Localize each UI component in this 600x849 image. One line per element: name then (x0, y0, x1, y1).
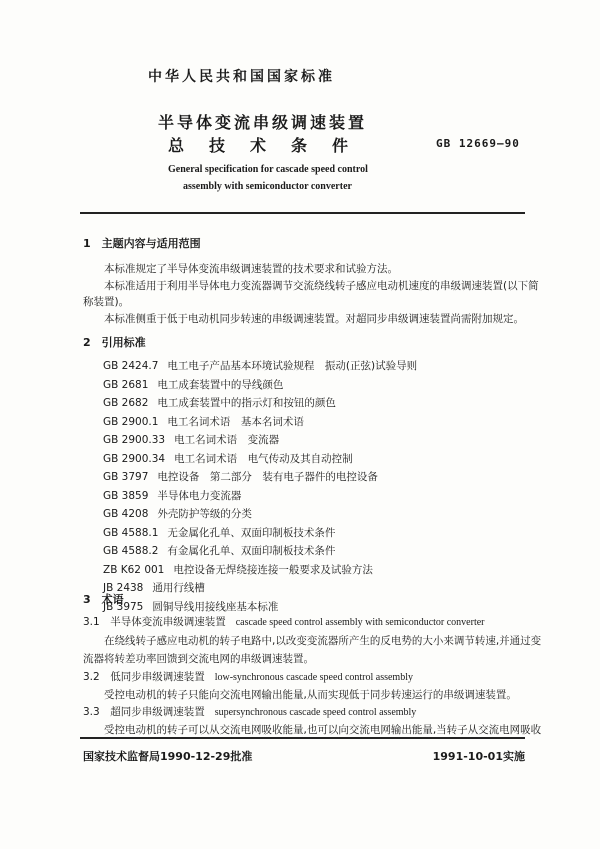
reference-title: 电控设备无焊绕接连接一般要求及试验方法 (173, 563, 373, 576)
effective-date: 1991-10-01实施 (432, 750, 525, 763)
title-char: 件 (332, 136, 349, 155)
term-3-1 (83, 614, 485, 629)
title-line2 (168, 133, 373, 156)
term-zh: 半导体变流串级调速装置 (110, 616, 226, 628)
reference-item (103, 432, 279, 447)
term-zh: 低同步串级调速装置 (110, 671, 205, 683)
bottom-rule (80, 737, 525, 739)
reference-title: 外壳防护等级的分类 (157, 508, 252, 520)
title-char: 术 (250, 136, 267, 155)
term-en: low-synchronous cascade speed control assembly (214, 672, 413, 683)
paragraph: 本标准规定了半导体变流串级调速装置的技术要求和试验方法。 (104, 263, 398, 275)
reference-item (103, 451, 353, 466)
reference-item (103, 488, 241, 503)
term-en: supersynchronous cascade speed control assembly (214, 707, 417, 718)
reference-item (103, 599, 278, 614)
reference-item (103, 525, 335, 540)
term-3-2 (83, 669, 413, 684)
term-number: 3.3 (83, 706, 100, 718)
reference-code: GB 4208 (103, 508, 149, 520)
reference-code: ZB K62 001 (103, 563, 165, 576)
section-heading: 3 术语 (83, 593, 124, 606)
term-definition: 流器将转差功率回馈到交流电网的串级调速装置。 (83, 653, 314, 665)
reference-title: 电工名词术语 基本名词术语 (167, 415, 304, 428)
approval-date: 国家技术监督局1990-12-29批准 (83, 750, 253, 763)
english-title-line2: assembly with semiconductor converter (183, 181, 352, 192)
term-definition: 受控电动机的转子可以从交流电网吸收能量,也可以向交流电网输出能量,当转子从交流电网吸收 (104, 724, 542, 736)
reference-item (103, 377, 283, 392)
reference-title: 电工成套装置中的导线颜色 (157, 378, 284, 391)
term-definition: 受控电动机的转子只能向交流电网输出能量,从而实现低于同步转速运行的串级调速装置。 (104, 689, 517, 701)
reference-code: GB 4588.1 (103, 526, 159, 539)
section-heading: 1 主题内容与适用范围 (83, 237, 201, 250)
term-number: 3.2 (83, 671, 100, 683)
reference-title: 圆铜导线用接线座基本标准 (152, 600, 279, 613)
paragraph: 称装置)。 (83, 296, 130, 308)
reference-item (103, 469, 378, 484)
title-char: 条 (291, 136, 308, 155)
top-rule (80, 212, 525, 214)
reference-title: 电工电子产品基本环境试验规程 振动(正弦)试验导则 (167, 360, 418, 372)
term-zh: 超同步串级调速装置 (110, 706, 205, 718)
reference-code: GB 3859 (103, 489, 149, 502)
reference-code: JB 2438 (103, 582, 144, 594)
reference-code: GB 3797 (103, 471, 149, 483)
reference-code: GB 4588.2 (103, 545, 159, 557)
reference-title: 无金属化孔单、双面印制板技术条件 (167, 526, 336, 539)
paragraph: 本标准适用于利用半导体电力变流器调节交流绕线转子感应电动机速度的串级调速装置(以下简 (104, 280, 539, 292)
reference-code: GB 2900.33 (103, 434, 166, 446)
term-number: 3.1 (83, 616, 100, 628)
reference-item (103, 543, 335, 558)
english-title-line1: General specification for cascade speed control (168, 164, 368, 175)
issuer-heading: 中华人民共和国国家标准 (148, 69, 335, 85)
standard-code: GB 12669—90 (436, 137, 520, 150)
reference-title: 电控设备 第二部分 装有电子器件的电控设备 (157, 471, 378, 483)
reference-title: 半导体电力变流器 (157, 489, 242, 502)
title-char: 技 (209, 136, 226, 155)
reference-code: GB 2424.7 (103, 360, 159, 372)
reference-title: 电工名词术语 变流器 (174, 434, 280, 446)
reference-item (103, 414, 304, 429)
reference-title: 电工名词术语 电气传动及其自动控制 (174, 452, 353, 465)
reference-code: JB 3975 (103, 600, 144, 613)
term-en: cascade speed control assembly with semiconductor converter (235, 617, 485, 628)
term-definition: 在绕线转子感应电动机的转子电路中,以改变变流器所产生的反电势的大小来调节转速,并通过变 (104, 635, 542, 647)
reference-item (103, 395, 336, 410)
reference-item (103, 506, 252, 521)
reference-item (103, 562, 373, 577)
term-3-3 (83, 704, 416, 719)
paragraph: 本标准侧重于低于电动机同步转速的串级调速装置。对超同步串级调速装置尚需附加规定。 (104, 313, 524, 325)
reference-code: GB 2681 (103, 378, 149, 391)
reference-code: GB 2900.34 (103, 452, 166, 465)
title-line1: 半导体变流串级调速装置 (158, 113, 368, 132)
reference-title: 电工成套装置中的指示灯和按钮的颜色 (157, 397, 336, 409)
reference-code: GB 2900.1 (103, 415, 159, 428)
reference-code: GB 2682 (103, 397, 149, 409)
reference-item (103, 358, 417, 373)
title-char: 总 (168, 136, 185, 155)
reference-title: 有金属化孔单、双面印制板技术条件 (167, 545, 336, 557)
reference-title: 通用行线槽 (152, 582, 205, 594)
section-heading: 2 引用标准 (83, 336, 146, 349)
